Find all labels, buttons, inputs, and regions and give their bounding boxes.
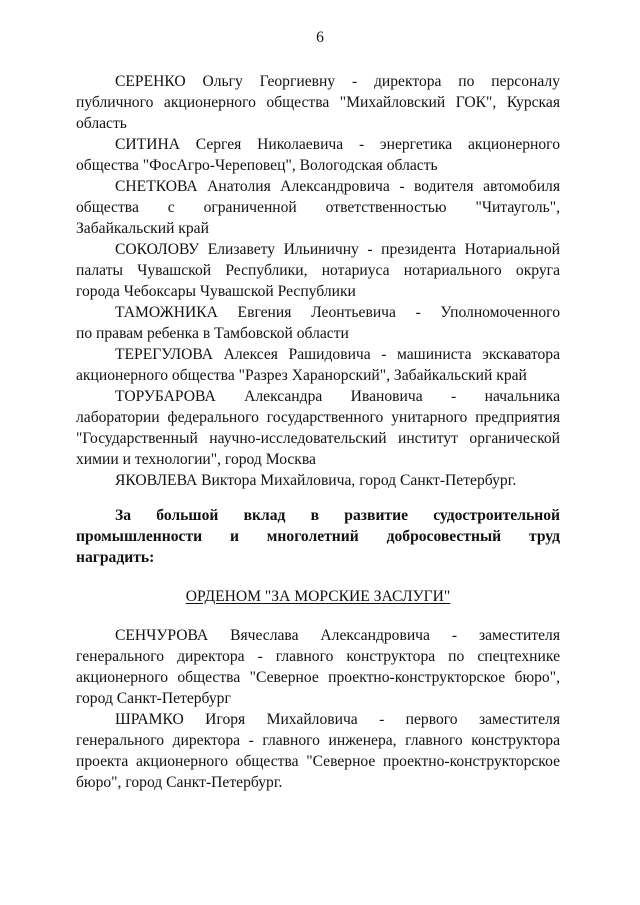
awardee-entry xyxy=(76,386,560,470)
text-line: город Санкт-Петербург xyxy=(76,690,231,707)
text-line: публичного акционерного общества "Михайловский ГОК", Курская xyxy=(76,94,560,111)
text-line: города Чебоксары Чувашской Республики xyxy=(76,283,356,300)
text-line: лаборатории федерального государственного унитарного предприятия xyxy=(76,409,560,426)
text-line: ТЕРЕГУЛОВА Алексея Рашидовича - машиниста экскаватора xyxy=(115,346,560,363)
awardee-entry xyxy=(76,239,560,302)
text-line: СЕНЧУРОВА Вячеслава Александровича - заместителя xyxy=(115,627,560,644)
page-number: 6 xyxy=(316,29,324,46)
award-heading-text: ОРДЕНОМ "ЗА МОРСКИЕ ЗАСЛУГИ" xyxy=(185,588,451,605)
text-line: химии и технологии", город Москва xyxy=(76,451,316,468)
text-line: ШРАМКО Игоря Михайловича - первого заместителя xyxy=(115,711,560,728)
text-line: по правам ребенка в Тамбовской области xyxy=(76,325,349,342)
text-line: промышленности и многолетний добросовестный труд xyxy=(76,528,560,545)
text-line: бюро", город Санкт-Петербург. xyxy=(76,774,283,791)
award-clause xyxy=(76,505,560,568)
awardee-entry xyxy=(76,625,560,709)
text-line: ЯКОВЛЕВА Виктора Михайловича, город Санкт-Петербург. xyxy=(115,472,517,489)
text-line: СОКОЛОВУ Елизавету Ильиничну - президента Нотариальной xyxy=(115,241,560,258)
awardee-entry xyxy=(76,470,560,491)
text-line: акционерного общества "Северное проектно-конструкторское бюро", xyxy=(76,669,560,686)
awardee-entry xyxy=(76,709,560,793)
text-line: область xyxy=(76,115,127,132)
text-line: наградить: xyxy=(76,549,155,566)
text-line: Забайкальский край xyxy=(76,220,209,237)
text-line: акционерного общества "Разрез Харанорский", Забайкальский край xyxy=(76,367,527,384)
text-line: генерального директора - главного инженера, главного конструктора xyxy=(76,732,560,749)
text-line: ТОРУБАРОВА Александра Ивановича - начальника xyxy=(115,388,560,405)
awardee-entry xyxy=(76,71,560,134)
text-line: общества "ФосАгро-Череповец", Вологодская область xyxy=(76,157,438,174)
awardees-list xyxy=(76,625,560,793)
awardee-entry xyxy=(76,344,560,386)
text-line: СЕРЕНКО Ольгу Георгиевну - директора по персоналу xyxy=(115,73,560,90)
awardee-entry xyxy=(76,134,560,176)
text-line: За большой вклад в развитие судостроительной xyxy=(115,507,560,524)
awardees-list xyxy=(76,71,560,491)
text-line: проекта акционерного общества "Северное проектно-конструкторское xyxy=(76,753,560,770)
text-line: ТАМОЖНИКА Евгения Леонтьевича - Уполномоченного xyxy=(115,304,560,321)
awardee-entry xyxy=(76,176,560,239)
text-line: палаты Чувашской Республики, нотариуса нотариального округа xyxy=(76,262,560,279)
text-line: СИТИНА Сергея Николаевича - энергетика акционерного xyxy=(115,136,560,153)
document-body xyxy=(76,71,560,793)
award-heading xyxy=(76,586,560,607)
text-line: "Государственный научно-исследовательский институт органической xyxy=(76,430,560,447)
text-line: общества с ограниченной ответственностью "Читауголь", xyxy=(76,199,560,216)
text-line: генерального директора - главного конструктора по спецтехнике xyxy=(76,648,560,665)
text-line: СНЕТКОВА Анатолия Александровича - водителя автомобиля xyxy=(115,178,560,195)
awardee-entry xyxy=(76,302,560,344)
